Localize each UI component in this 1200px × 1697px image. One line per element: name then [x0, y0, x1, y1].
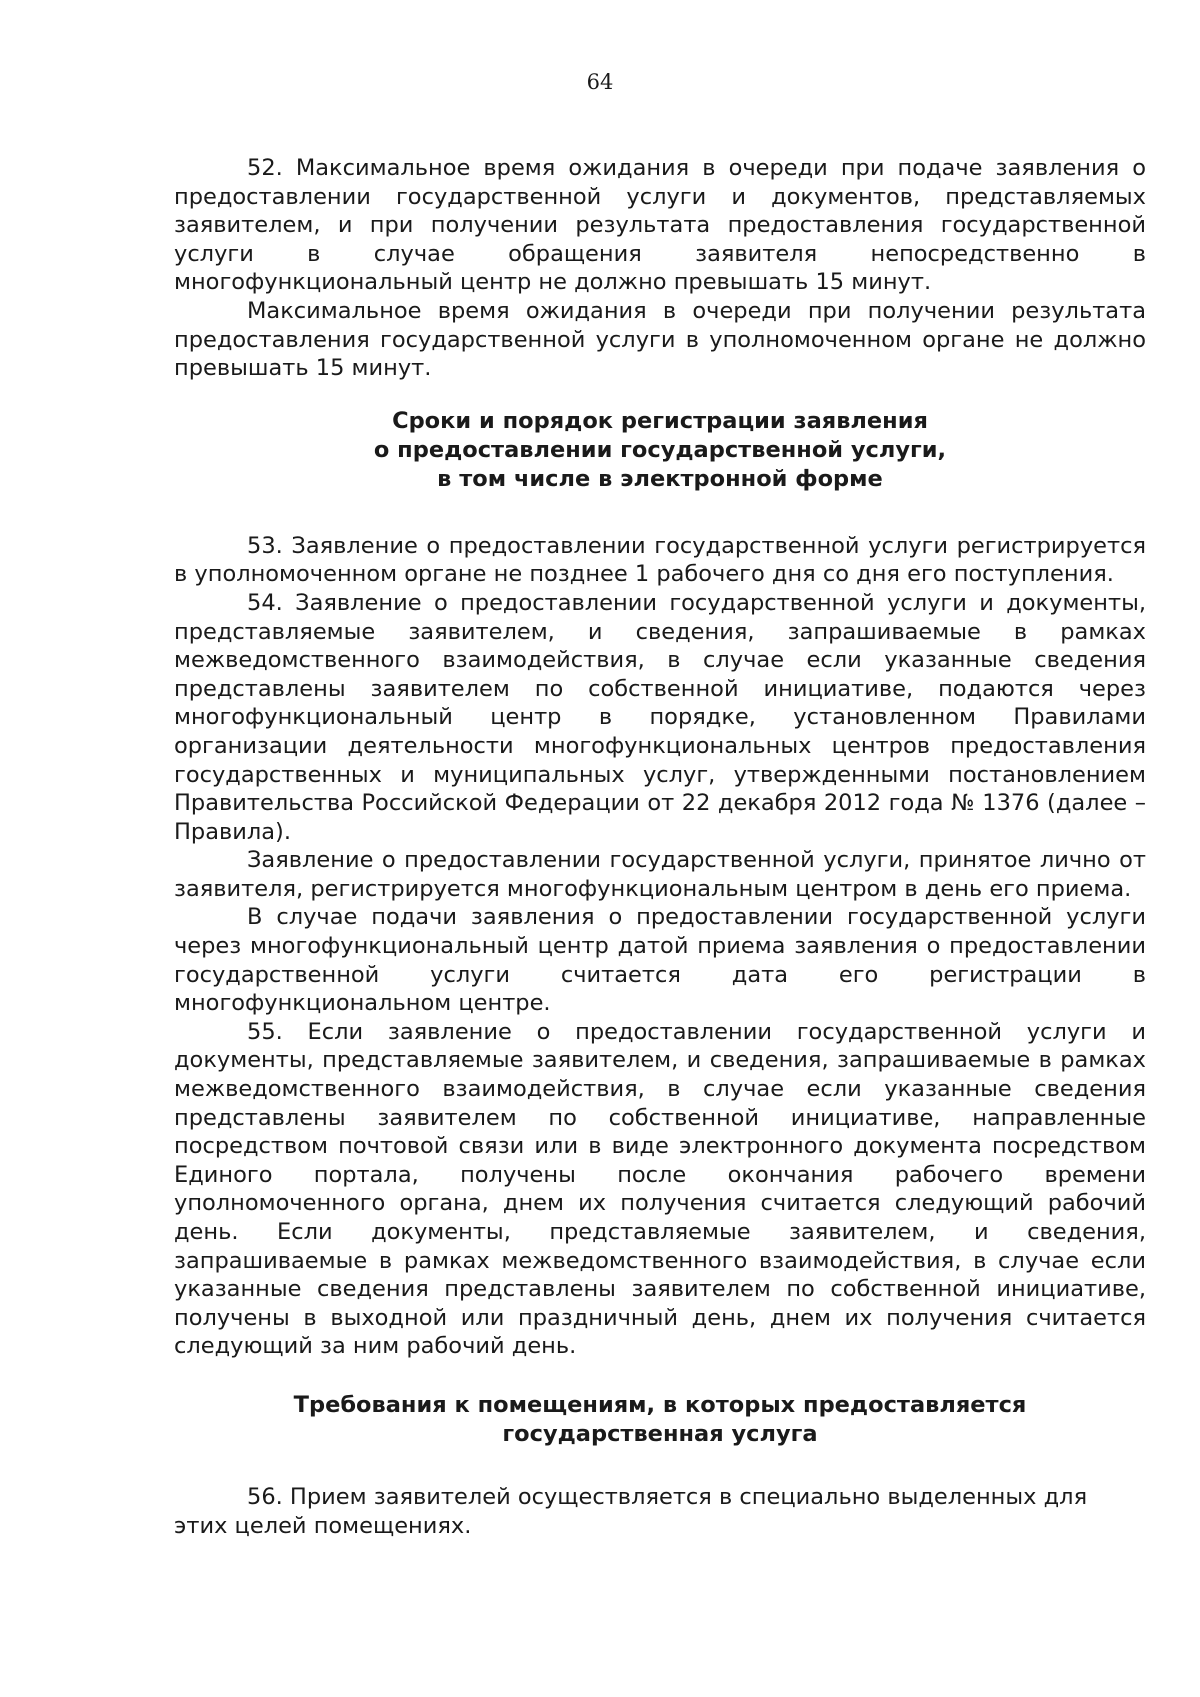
- paragraph-54-continued-2: В случае подачи заявления о предоставлении государственной услуги через многофункциональный центр датой приема заявления о предоставлении государственной услуги считается дата его регистрации в многофункциональном центре.: [174, 904, 1146, 1017]
- heading-line: государственная услуга: [502, 1420, 818, 1447]
- heading-line: Сроки и порядок регистрации заявления: [392, 407, 928, 434]
- paragraph-52-continued: Максимальное время ожидания в очереди при получении результата предоставления государственной услуги в уполномоченном органе не должно превышать 15 минут.: [174, 297, 1146, 382]
- heading-line: в том числе в электронной форме: [437, 465, 883, 492]
- paragraph-56: 56. Прием заявителей осуществляется в специально выделенных для этих целей помещениях.: [174, 1483, 1088, 1539]
- section-heading-registration: [174, 407, 1146, 494]
- heading-line: Требования к помещениям, в которых предоставляется: [293, 1391, 1027, 1418]
- paragraph-54: 54. Заявление о предоставлении государственной услуги и документы, представляемые заявителем, и сведения, запрашиваемые в рамках межведомственного взаимодействия, в случае если указанные сведения представлены заявителем по собственной инициативе, подаются через многофункциональный центр в порядке, установленном Правилами организации деятельности многофункциональных центров предоставления государственных и муниципальных услуг, утвержденными постановлением Правительства Российской Федерации от 22 декабря 2012 года № 1376 (далее – Правила).: [174, 589, 1146, 845]
- paragraph-52: 52. Максимальное время ожидания в очереди при подаче заявления о предоставлении государственной услуги и документов, представляемых заявителем, и при получении результата предоставления государственной услуги в случае обращения заявителя непосредственно в многофункциональный центр не должно превышать 15 минут.: [174, 155, 1146, 296]
- page-number: 64: [586, 70, 614, 94]
- document-body: [174, 154, 1146, 1540]
- paragraph-54-continued: Заявление о предоставлении государственной услуги, принятое лично от заявителя, регистрируется многофункциональным центром в день его приема.: [174, 847, 1146, 902]
- section-heading-premises: [174, 1391, 1146, 1449]
- heading-line: о предоставлении государственной услуги,: [373, 436, 947, 463]
- paragraph-53: 53. Заявление о предоставлении государственной услуги регистрируется в уполномоченном органе не позднее 1 рабочего дня со дня его поступления.: [174, 532, 1146, 588]
- paragraph-55: 55. Если заявление о предоставлении государственной услуги и документы, представляемые заявителем, и сведения, запрашиваемые в рамках межведомственного взаимодействия, в случае если указанные сведения представлены заявителем по собственной инициативе, направленные посредством почтовой связи или в виде электронного документа посредством Единого портала, получены после окончания рабочего времени уполномоченного органа, днем их получения считается следующий рабочий день. Если документы, представляемые заявителем, и сведения, запрашиваемые в рамках межведомственного взаимодействия, в случае если указанные сведения представлены заявителем по собственной инициативе, получены в выходной или праздничный день, днем их получения считается следующий за ним рабочий день.: [174, 1018, 1146, 1360]
